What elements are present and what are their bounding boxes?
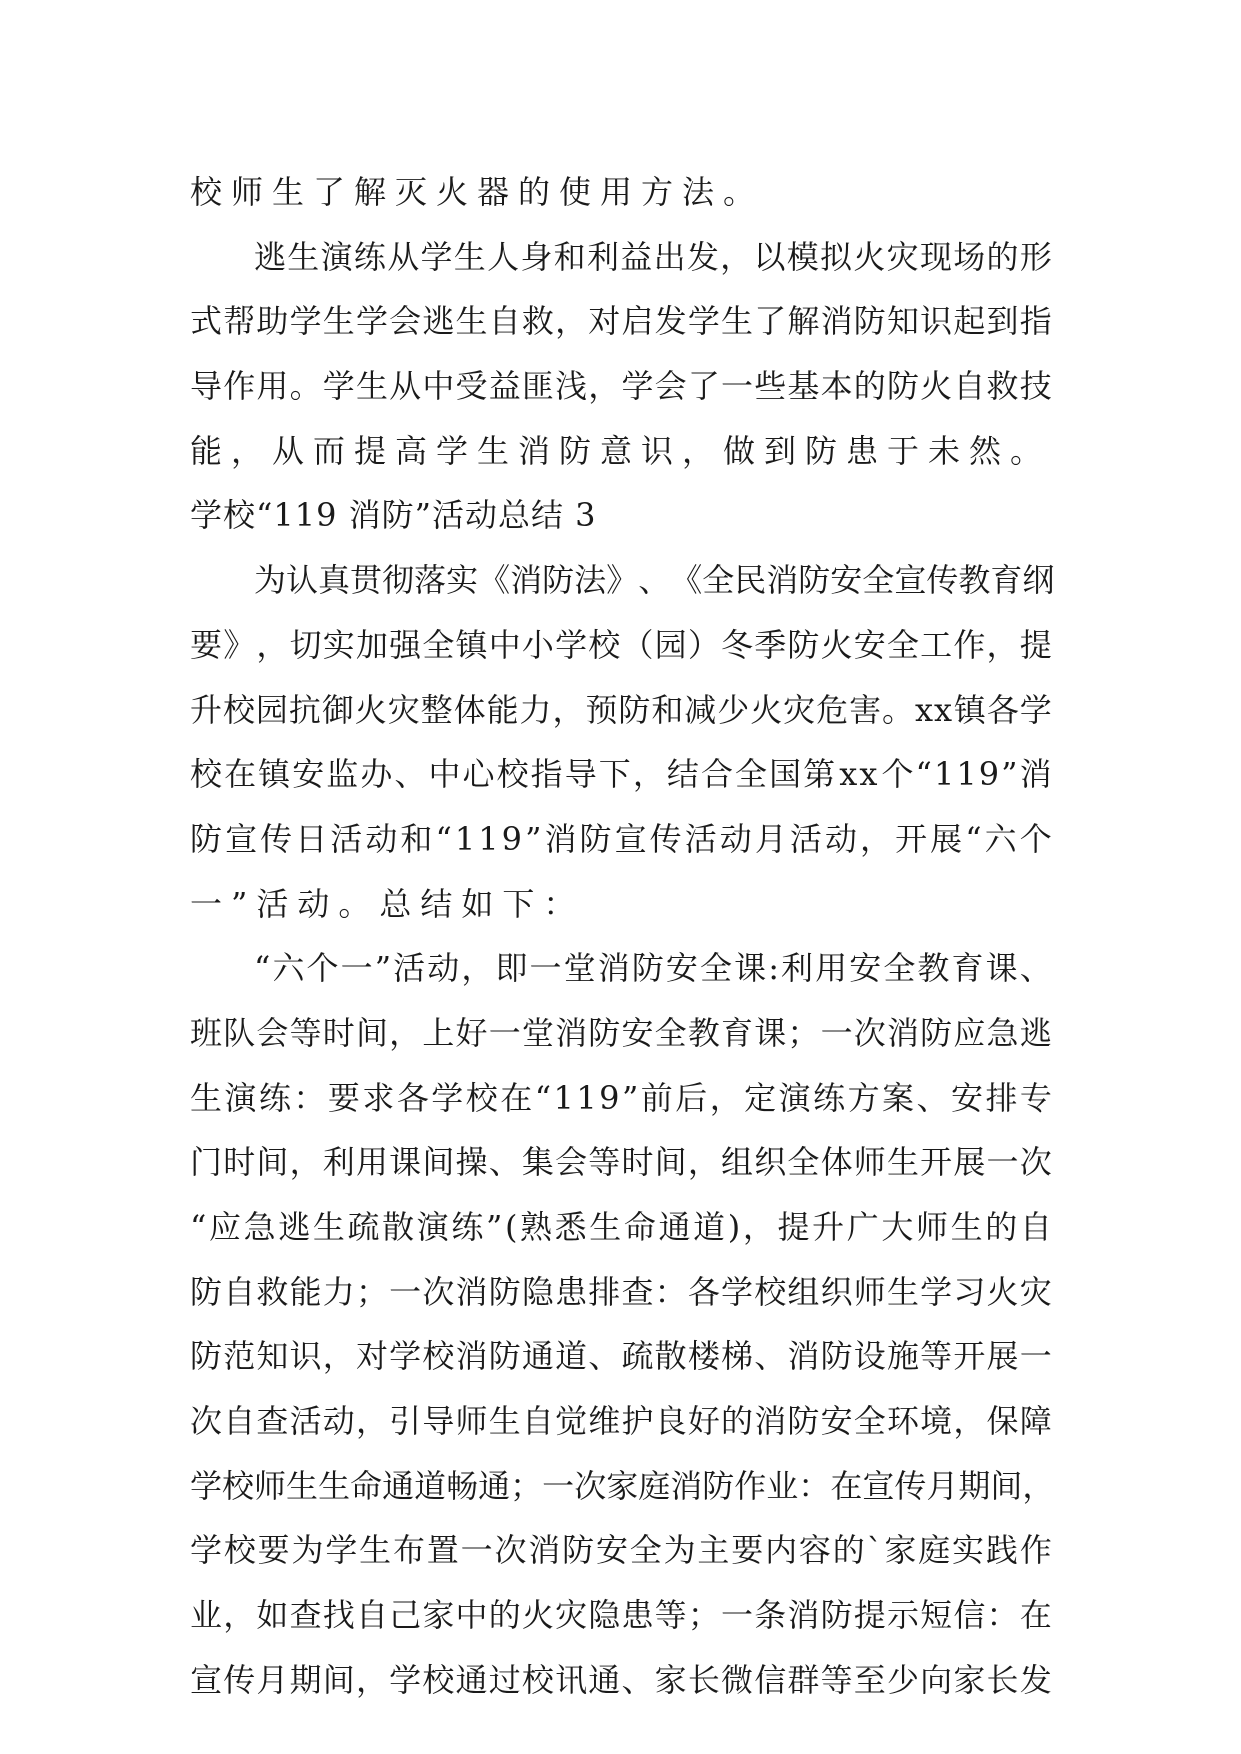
text-line: 一”活动。总结如下： [190, 884, 585, 923]
text-line: 为 认 真 贯 彻 落 实 《 消 防 法 》 、 《 全 民 消 防 安 全 宣 传 教 育 纲 [254, 561, 1055, 600]
text-line: 班 队 会 等 时 间 ， 上 好 一 堂 消 防 安 全 教 育 课 ； 一 次 消 防 应 急 逃 [190, 1013, 1052, 1052]
text-line: 学 校 要 为 学 生 布 置 一 次 消 防 安 全 为 主 要 内 容 的 ` 家 庭 实 践 作 [190, 1531, 1052, 1570]
text-line: 次 自 查 活 动 ， 引 导 师 生 自 觉 维 护 良 好 的 消 防 安 全 环 境 ， 保 障 [190, 1402, 1052, 1441]
paragraph-2 [190, 225, 1052, 484]
text-line: 校 在 镇 安 监 办 、 中 心 校 指 导 下 ， 结 合 全 国 第 x x 个 “ 1 1 9 ” 消 [190, 755, 1052, 794]
text-line: 门 时 间 ， 利 用 课 间 操 、 集 会 等 时 间 ， 组 织 全 体 师 生 开 展 一 次 [190, 1143, 1052, 1182]
paragraph-1 [190, 160, 1052, 225]
text-line: 生 演 练 ： 要 求 各 学 校 在 “ 1 1 9 ” 前 后 ， 定 演 练 方 案 、 安 排 专 [190, 1078, 1052, 1117]
document-body [190, 160, 1055, 1713]
text-line: 要 》 ， 切 实 加 强 全 镇 中 小 学 校 （ 园 ） 冬 季 防 火 安 全 工 作 ， 提 [190, 625, 1052, 664]
text-line: 升 校 园 抗 御 火 灾 整 体 能 力 ， 预 防 和 减 少 火 灾 危 害 。 x x 镇 各 学 [190, 690, 1052, 729]
text-line: 校师生了解灭火器的使用方法。 [190, 173, 765, 211]
text-line: 防 自 救 能 力 ； 一 次 消 防 隐 患 排 查 ： 各 学 校 组 织 师 生 学 习 火 灾 [190, 1272, 1052, 1311]
text-line: 逃 生 演 练 从 学 生 人 身 和 利 益 出 发 ， 以 模 拟 火 灾 现 场 的 形 [254, 237, 1052, 276]
paragraph-4 [190, 936, 1055, 1712]
text-line: 业 ， 如 查 找 自 己 家 中 的 火 灾 隐 患 等 ； 一 条 消 防 提 示 短 信 ： 在 [190, 1596, 1052, 1635]
paragraph-3 [190, 548, 1055, 936]
text-line: 能，从而提高学生消防意识，做到防患于未然。 [190, 431, 1052, 470]
text-line: 防 范 知 识 ， 对 学 校 消 防 通 道 、 疏 散 楼 梯 、 消 防 设 施 等 开 展 一 [190, 1337, 1052, 1376]
section-heading: 学校“119 消防”活动总结 3 [190, 496, 597, 535]
text-line: “ 应 急 逃 生 疏 散 演 练 ” ( 熟 悉 生 命 通 道 ) ， 提 升 广 大 师 生 的 自 [190, 1208, 1052, 1246]
text-line: 防 宣 传 日 活 动 和 “ 1 1 9 ” 消 防 宣 传 活 动 月 活 动 ， 开 展 “ 六 个 [190, 819, 1052, 858]
text-line: “ 六 个 一 ” 活 动 ， 即 一 堂 消 防 安 全 课 : 利 用 安 全 教 育 课 、 [254, 949, 1052, 988]
text-line: 式 帮 助 学 生 学 会 逃 生 自 救 ， 对 启 发 学 生 了 解 消 防 知 识 起 到 指 [190, 302, 1052, 341]
text-line: 宣 传 月 期 间 ， 学 校 通 过 校 讯 通 、 家 长 微 信 群 等 至 少 向 家 长 发 [190, 1660, 1052, 1699]
text-line: 导 作 用 。 学 生 从 中 受 益 匪 浅 ， 学 会 了 一 些 基 本 的 防 火 自 救 技 [190, 367, 1052, 406]
text-line: 学 校 师 生 生 命 通 道 畅 通 ； 一 次 家 庭 消 防 作 业 ： 在 宣 传 月 期 间 ， [190, 1466, 1055, 1505]
